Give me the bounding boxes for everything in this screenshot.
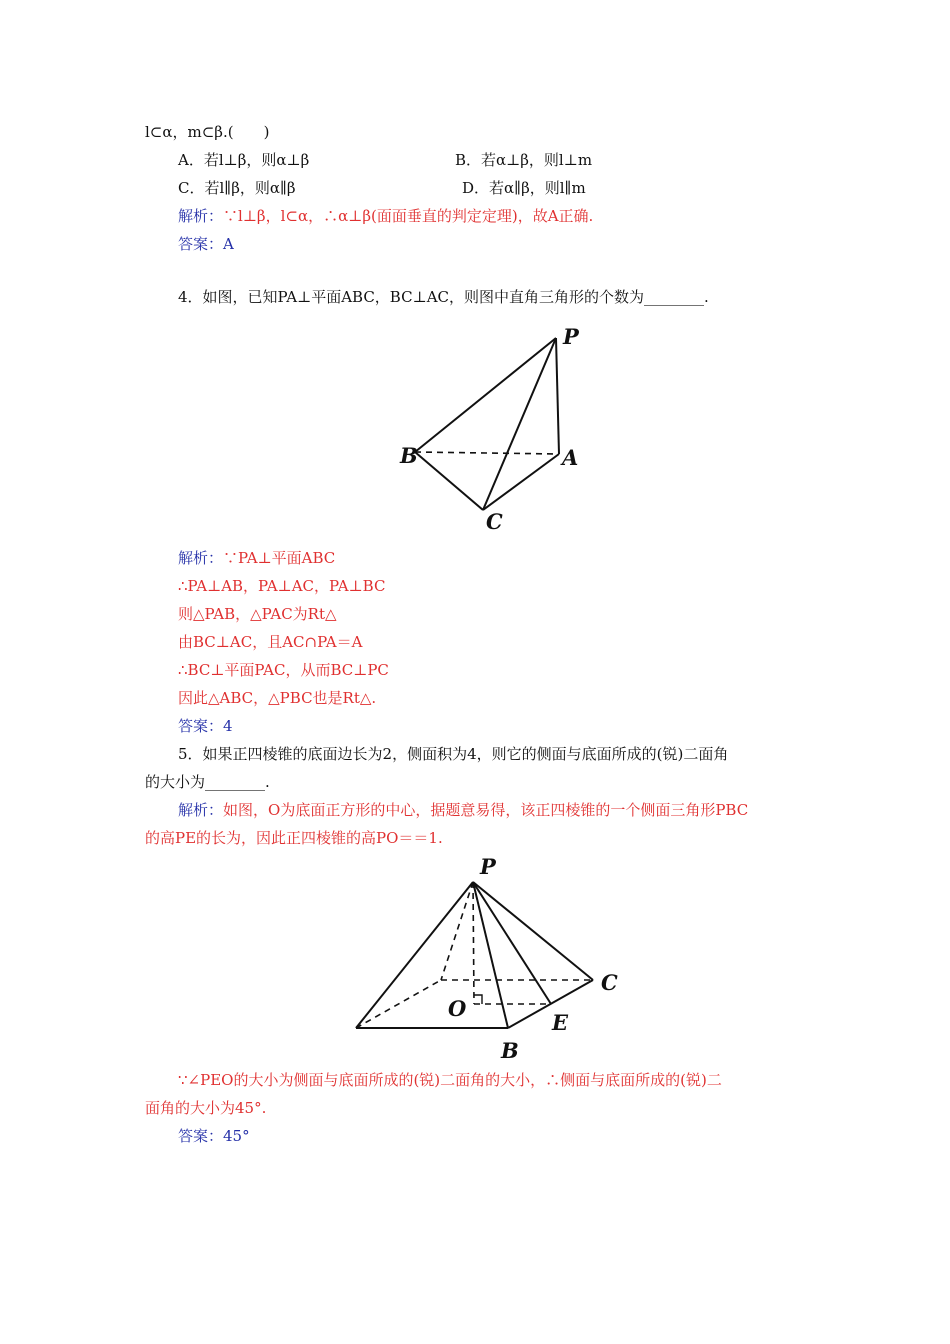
- edge-base-left: [356, 980, 441, 1028]
- edge-ba-hidden: [415, 452, 559, 454]
- q5-analysis-label: 解析：: [178, 801, 224, 819]
- q5-answer: [178, 1126, 250, 1146]
- edge-bc: [415, 452, 483, 510]
- right-angle-mark: [474, 995, 482, 1004]
- q4-analysis-line-0: [178, 548, 335, 568]
- q5-analysis-text-1: 如图，O为底面正方形的中心，据题意易得，该正四棱锥的一个侧面三角形PBC: [223, 801, 749, 819]
- q4-figure: [395, 322, 595, 537]
- q4-stem: 4．如图，已知PA⊥平面ABC，BC⊥AC，则图中直角三角形的个数为________.: [178, 288, 709, 306]
- q5-label-e: E: [552, 1010, 569, 1035]
- q5-label-b: B: [501, 1038, 519, 1063]
- edge-p-d: [441, 882, 473, 980]
- q3-option-c: C．若l∥β，则α∥β: [178, 179, 296, 197]
- q3-option-a: A．若l⊥β，则α⊥β: [178, 151, 310, 169]
- q4-analysis-text-0: ∵PA⊥平面ABC: [223, 549, 336, 567]
- q4-analysis-line-3: 由BC⊥AC，且AC∩PA＝A: [178, 633, 363, 651]
- q5-analysis-line1: [178, 800, 748, 820]
- q5-label-p: P: [480, 854, 496, 879]
- edge-pb: [415, 338, 556, 452]
- q4-answer: [178, 716, 233, 736]
- edge-p-c: [473, 882, 593, 980]
- q5-answer-value: 45°: [223, 1127, 250, 1145]
- q3-answer-label: 答案：: [178, 235, 224, 253]
- q4-analysis-label: 解析：: [178, 549, 224, 567]
- q4-answer-label: 答案：: [178, 717, 224, 735]
- q5-conclusion-line2: 面角的大小为45°.: [145, 1099, 267, 1117]
- q5-answer-label: 答案：: [178, 1127, 224, 1145]
- q3-analysis: [178, 206, 593, 226]
- q3-stem-end: l⊂α，m⊂β.( ): [145, 123, 270, 141]
- edge-p-o: [473, 882, 474, 1004]
- q4-analysis-line-4: ∴BC⊥平面PAC，从而BC⊥PC: [178, 661, 389, 679]
- q5-conclusion-line1: ∵∠PEO的大小为侧面与底面所成的(锐)二面角的大小，∴侧面与底面所成的(锐)二: [178, 1071, 722, 1089]
- q3-answer-value: A: [223, 235, 234, 253]
- q4-label-c: C: [486, 509, 503, 534]
- q3-analysis-text: ∵l⊥β，l⊂α，∴α⊥β(面面垂直的判定定理)，故A正确.: [223, 207, 594, 225]
- q4-analysis-line-5: 因此△ABC，△PBC也是Rt△.: [178, 689, 377, 707]
- q5-stem-line2: 的大小为________.: [145, 773, 270, 791]
- edge-p-b: [473, 882, 508, 1028]
- edge-pa: [556, 338, 559, 454]
- q4-answer-value: 4: [223, 717, 233, 735]
- q4-label-b: B: [400, 443, 418, 468]
- q3-option-d: D．若α∥β，则l∥m: [462, 179, 586, 197]
- q3-answer: [178, 234, 234, 254]
- q5-stem-line1: 5．如果正四棱锥的底面边长为2，侧面积为4，则它的侧面与底面所成的(锐)二面角: [178, 745, 729, 763]
- q4-analysis-line-2: 则△PAB，△PAC为Rt△: [178, 605, 337, 623]
- edge-p-e: [473, 882, 551, 1004]
- q3-analysis-label: 解析：: [178, 207, 224, 225]
- q5-label-o: O: [448, 996, 467, 1021]
- q4-label-p: P: [563, 324, 579, 349]
- q3-option-b: B．若α⊥β，则l⊥m: [455, 151, 593, 169]
- q5-figure: [350, 852, 630, 1067]
- q4-label-a: A: [562, 445, 579, 470]
- q4-analysis-line-1: ∴PA⊥AB，PA⊥AC，PA⊥BC: [178, 577, 386, 595]
- q5-label-c: C: [601, 970, 618, 995]
- q5-analysis-line2: 的高PE的长为，因此正四棱锥的高PO＝＝1.: [145, 829, 443, 847]
